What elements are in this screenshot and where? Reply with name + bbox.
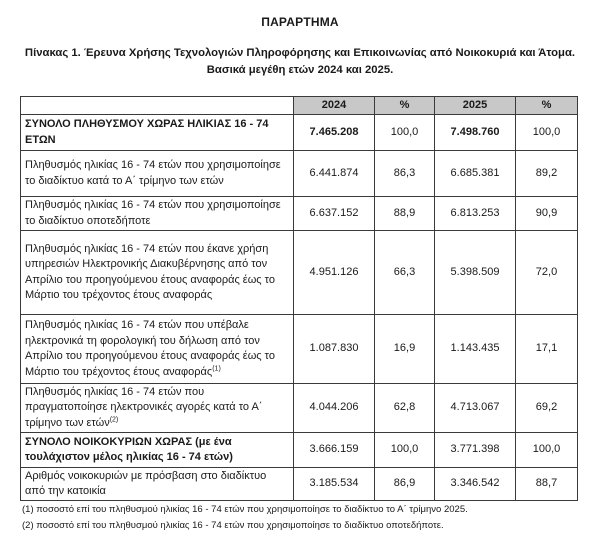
row-label: Πληθυσμός ηλικίας 16 - 74 ετών που χρησιμοποίησε το διαδίκτυο κατά το Α΄ τρίμηνο των ετών [21, 151, 294, 197]
row-label: Πληθυσμός ηλικίας 16 - 74 ετών που πραγματοποίησε ηλεκτρονικές αγορές κατά το Α΄ τρίμηνο των ετών$^{(2)}$ [21, 384, 294, 433]
value-2025: 5.398.509 [435, 231, 516, 315]
percent-2025: 100,0 [516, 115, 578, 151]
footnote-2: (2) ποσοστό επί του πληθυσμού ηλικίας 16 - 74 ετών που χρησιμοποίησε το διαδίκτυο οποτεδήποτε. [22, 520, 444, 531]
table-header-row [21, 97, 578, 115]
value-2025: 7.498.760 [435, 115, 516, 151]
value-2024: 3.185.534 [294, 468, 375, 501]
table-caption-line-2: Βασικά μεγέθη ετών 2024 και 2025. [206, 64, 394, 76]
table-row-total-population [21, 115, 578, 151]
percent-2025: 17,1 [516, 315, 578, 384]
percent-2024: 100,0 [375, 115, 435, 151]
value-2025: 1.143.435 [435, 315, 516, 384]
row-label: Πληθυσμός ηλικίας 16 - 74 ετών που υπέβαλε ηλεκτρονικά τη φορολογική του δήλωση από τον Απρίλιο του προηγούμενου έτους αναφοράς έως το Μάρτιο του τρέχοντος έτους αναφοράς$^{(1)}$ [21, 315, 294, 384]
value-2024: 7.465.208 [294, 115, 375, 151]
value-2025: 4.713.067 [435, 384, 516, 433]
row-label: Πληθυσμός ηλικίας 16 - 74 ετών που χρησιμοποίησε το διαδίκτυο οποτεδήποτε [21, 197, 294, 231]
table-row [21, 468, 578, 501]
header-percent-2025: % [516, 97, 578, 115]
value-2025: 6.813.253 [435, 197, 516, 231]
table-caption [0, 45, 600, 79]
footnote-ref-2: (2) [109, 416, 119, 424]
header-2025: 2025 [435, 97, 516, 115]
value-2024: 3.666.159 [294, 433, 375, 468]
percent-2025: 89,2 [516, 151, 578, 197]
statistics-table [20, 96, 578, 501]
value-2024: 1.087.830 [294, 315, 375, 384]
percent-2025: 69,2 [516, 384, 578, 433]
value-2024: 6.441.874 [294, 151, 375, 197]
percent-2024: 16,9 [375, 315, 435, 384]
percent-2024: 100,0 [375, 433, 435, 468]
row-label: Πληθυσμός ηλικίας 16 - 74 ετών που έκανε χρήση υπηρεσιών Ηλεκτρονικής Διακυβέρνησης από τον Απρίλιο του προηγούμενου έτους αναφοράς έως το Μάρτιο του τρέχοντος έτους αναφοράς [21, 231, 294, 315]
percent-2024: 88,9 [375, 197, 435, 231]
table-row [21, 151, 578, 197]
footnote-1: (1) ποσοστό επί του πληθυσμού ηλικίας 16 - 74 ετών που χρησιμοποίησε το διαδίκτυο το Α΄ τρίμηνο 2025. [22, 504, 468, 515]
percent-2025: 88,7 [516, 468, 578, 501]
header-2024: 2024 [294, 97, 375, 115]
footnote-ref-1: (1) [212, 364, 221, 372]
value-2024: 6.637.152 [294, 197, 375, 231]
percent-2024: 86,3 [375, 151, 435, 197]
value-2025: 3.346.542 [435, 468, 516, 501]
table-row [21, 315, 578, 384]
header-label-column [21, 97, 294, 115]
row-label: Αριθμός νοικοκυριών με πρόσβαση στο διαδίκτυο από την κατοικία [21, 468, 294, 501]
value-2025: 3.771.398 [435, 433, 516, 468]
percent-2024: 62,8 [375, 384, 435, 433]
table-row [21, 384, 578, 433]
value-2025: 6.685.381 [435, 151, 516, 197]
value-2024: 4.951.126 [294, 231, 375, 315]
table-row-total-households [21, 433, 578, 468]
header-percent-2024: % [375, 97, 435, 115]
table-caption-line-1: Πίνακας 1. Έρευνα Χρήσης Τεχνολογιών Πληροφόρησης και Επικοινωνίας από Νοικοκυριά και Άτομα. [24, 47, 576, 59]
table-row [21, 231, 578, 315]
percent-2024: 66,3 [375, 231, 435, 315]
percent-2025: 72,0 [516, 231, 578, 315]
percent-2024: 86,9 [375, 468, 435, 501]
footnotes [22, 502, 592, 534]
percent-2025: 100,0 [516, 433, 578, 468]
percent-2025: 90,9 [516, 197, 578, 231]
row-label: ΣΥΝΟΛΟ ΝΟΙΚΟΚΥΡΙΩΝ ΧΩΡΑΣ (με ένα τουλάχιστον μέλος ηλικίας 16 - 74 ετών) [21, 433, 294, 468]
table-row [21, 197, 578, 231]
value-2024: 4.044.206 [294, 384, 375, 433]
row-label: ΣΥΝΟΛΟ ΠΛΗΘΥΣΜΟΥ ΧΩΡΑΣ ΗΛΙΚΙΑΣ 16 - 74 ΕΤΩΝ [21, 115, 294, 151]
document-heading: ΠΑΡΑΡΤΗΜΑ [261, 15, 339, 29]
